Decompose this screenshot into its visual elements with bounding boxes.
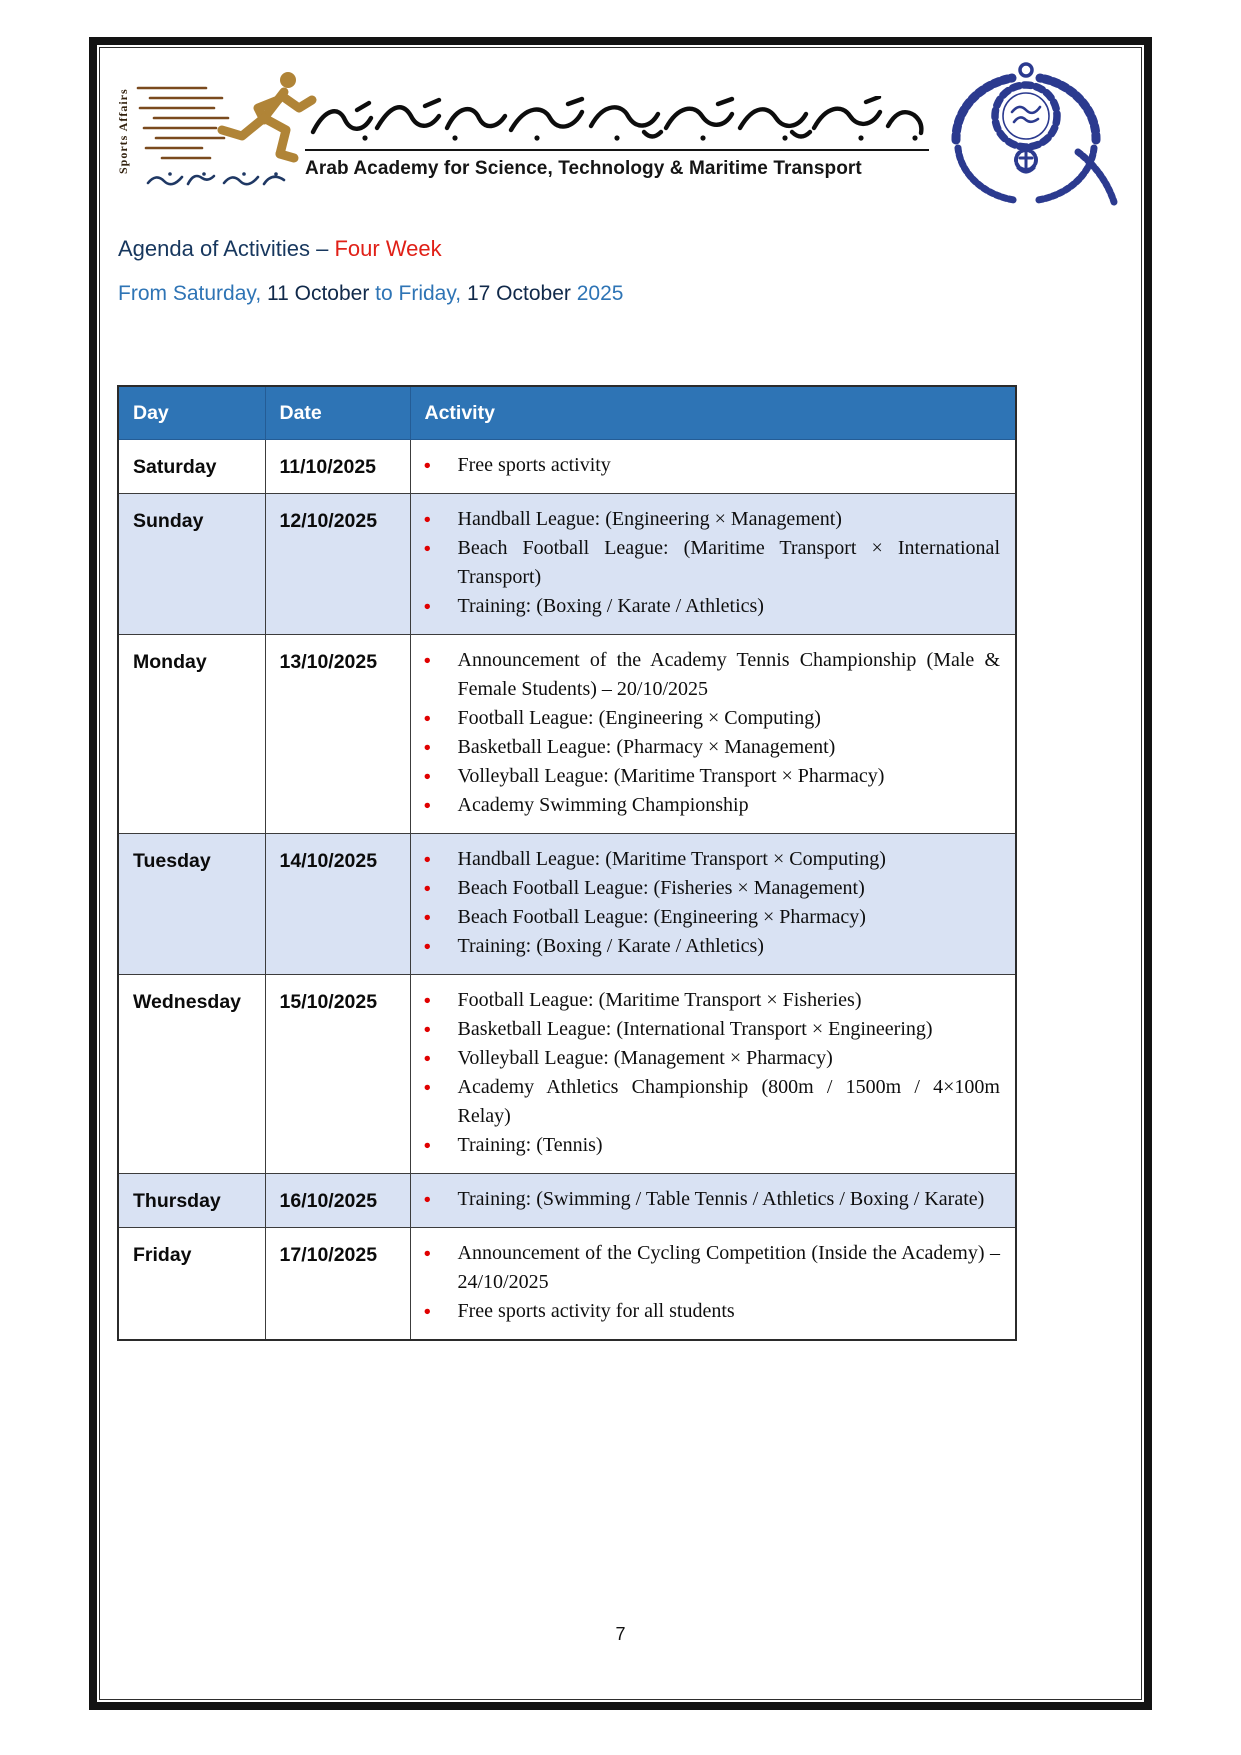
activity-item: ● Handball League: (Engineering × Management) (411, 505, 1001, 534)
table-row (118, 1228, 1016, 1341)
col-header-activity: Activity (410, 386, 1016, 440)
activity-item: ● Handball League: (Maritime Transport × Computing) (411, 845, 1001, 874)
table-row (118, 834, 1016, 975)
date-cell: 13/10/2025 (265, 635, 410, 834)
page-number: 7 (615, 1624, 626, 1644)
page-border-inner-line (99, 47, 1142, 1700)
activity-item: ● Beach Football League: (Maritime Transport × International Transport) (411, 534, 1001, 592)
activity-item: ● Announcement of the Academy Tennis Championship (Male & Female Students) – 20/10/2025 (411, 646, 1001, 704)
activity-cell (410, 1228, 1016, 1341)
activity-item: ● Announcement of the Cycling Competition (Inside the Academy) – 24/10/2025 (411, 1239, 1001, 1297)
activity-list (411, 505, 1001, 621)
academy-name-block (305, 96, 929, 180)
activity-item: ● Training: (Tennis) (411, 1131, 1001, 1160)
col-header-day: Day (118, 386, 265, 440)
date-cell: 11/10/2025 (265, 440, 410, 494)
activity-item: ● Volleyball League: (Management × Pharmacy) (411, 1044, 1001, 1073)
table-row (118, 494, 1016, 635)
activity-item: ● Free sports activity (411, 451, 1001, 480)
activity-item: ● Basketball League: (Pharmacy × Management) (411, 733, 1001, 762)
table-header-row (118, 386, 1016, 440)
table-row (118, 975, 1016, 1174)
activity-item: ● Basketball League: (International Transport × Engineering) (411, 1015, 1001, 1044)
date-cell: 17/10/2025 (265, 1228, 410, 1341)
agenda-table-body (118, 440, 1016, 1341)
academy-emblem-logo (926, 56, 1126, 210)
activity-item: ● Training: (Swimming / Table Tennis / Athletics / Boxing / Karate) (411, 1185, 1001, 1214)
day-cell: Tuesday (118, 834, 265, 975)
col-header-date: Date (265, 386, 410, 440)
date-range (118, 282, 623, 306)
day-cell: Saturday (118, 440, 265, 494)
agenda-table-wrap (117, 385, 1017, 1341)
date-range-part: 17 October (466, 282, 577, 305)
date-cell: 14/10/2025 (265, 834, 410, 975)
activity-list (411, 1239, 1001, 1326)
activity-cell (410, 494, 1016, 635)
date-cell: 16/10/2025 (265, 1174, 410, 1228)
activity-list (411, 646, 1001, 820)
table-row (118, 635, 1016, 834)
activity-cell (410, 635, 1016, 834)
day-cell: Monday (118, 635, 265, 834)
activity-item: ● Football League: (Maritime Transport × Fisheries) (411, 986, 1001, 1015)
activity-item: ● Free sports activity for all students (411, 1297, 1001, 1326)
page-title-highlight: Four Week (334, 236, 442, 261)
activity-list (411, 451, 1001, 480)
date-range-part: 11 October (267, 282, 376, 305)
agenda-table (117, 385, 1017, 1341)
activity-list (411, 845, 1001, 961)
activity-list (411, 1185, 1001, 1214)
table-row (118, 440, 1016, 494)
activity-item: ● Academy Athletics Championship (800m / 1500m / 4×100m Relay) (411, 1073, 1001, 1131)
runner-icon (136, 66, 322, 168)
table-row (118, 1174, 1016, 1228)
activity-cell (410, 440, 1016, 494)
date-range-part: to Friday, (375, 282, 467, 305)
activity-item: ● Volleyball League: (Maritime Transport × Pharmacy) (411, 762, 1001, 791)
activity-cell (410, 834, 1016, 975)
page-title-prefix: Agenda of Activities – (118, 236, 335, 261)
activity-item: ● Training: (Boxing / Karate / Athletics) (411, 592, 1001, 621)
day-cell: Thursday (118, 1174, 265, 1228)
day-cell: Sunday (118, 494, 265, 635)
sports-affairs-arabic-text (144, 170, 290, 190)
date-cell: 15/10/2025 (265, 975, 410, 1174)
activity-item: ● Beach Football League: (Engineering × Pharmacy) (411, 903, 1001, 932)
date-range-part: From Saturday, (118, 282, 267, 305)
activity-item: ● Academy Swimming Championship (411, 791, 1001, 820)
page-border-frame (89, 37, 1152, 1710)
activity-item: ● Football League: (Engineering × Computing) (411, 704, 1001, 733)
date-range-part: 2025 (576, 282, 624, 305)
day-cell: Wednesday (118, 975, 265, 1174)
academy-arabic-calligraphy (305, 96, 929, 151)
activity-item: ● Training: (Boxing / Karate / Athletics) (411, 932, 1001, 961)
activity-list (411, 986, 1001, 1160)
date-cell: 12/10/2025 (265, 494, 410, 635)
academy-name-english: Arab Academy for Science, Technology & Maritime Transport (305, 158, 862, 179)
sports-affairs-vertical-label: Sports Affairs (116, 88, 130, 174)
page-title (118, 236, 442, 262)
activity-cell (410, 1174, 1016, 1228)
activity-item: ● Beach Football League: (Fisheries × Management) (411, 874, 1001, 903)
activity-cell (410, 975, 1016, 1174)
day-cell: Friday (118, 1228, 265, 1341)
